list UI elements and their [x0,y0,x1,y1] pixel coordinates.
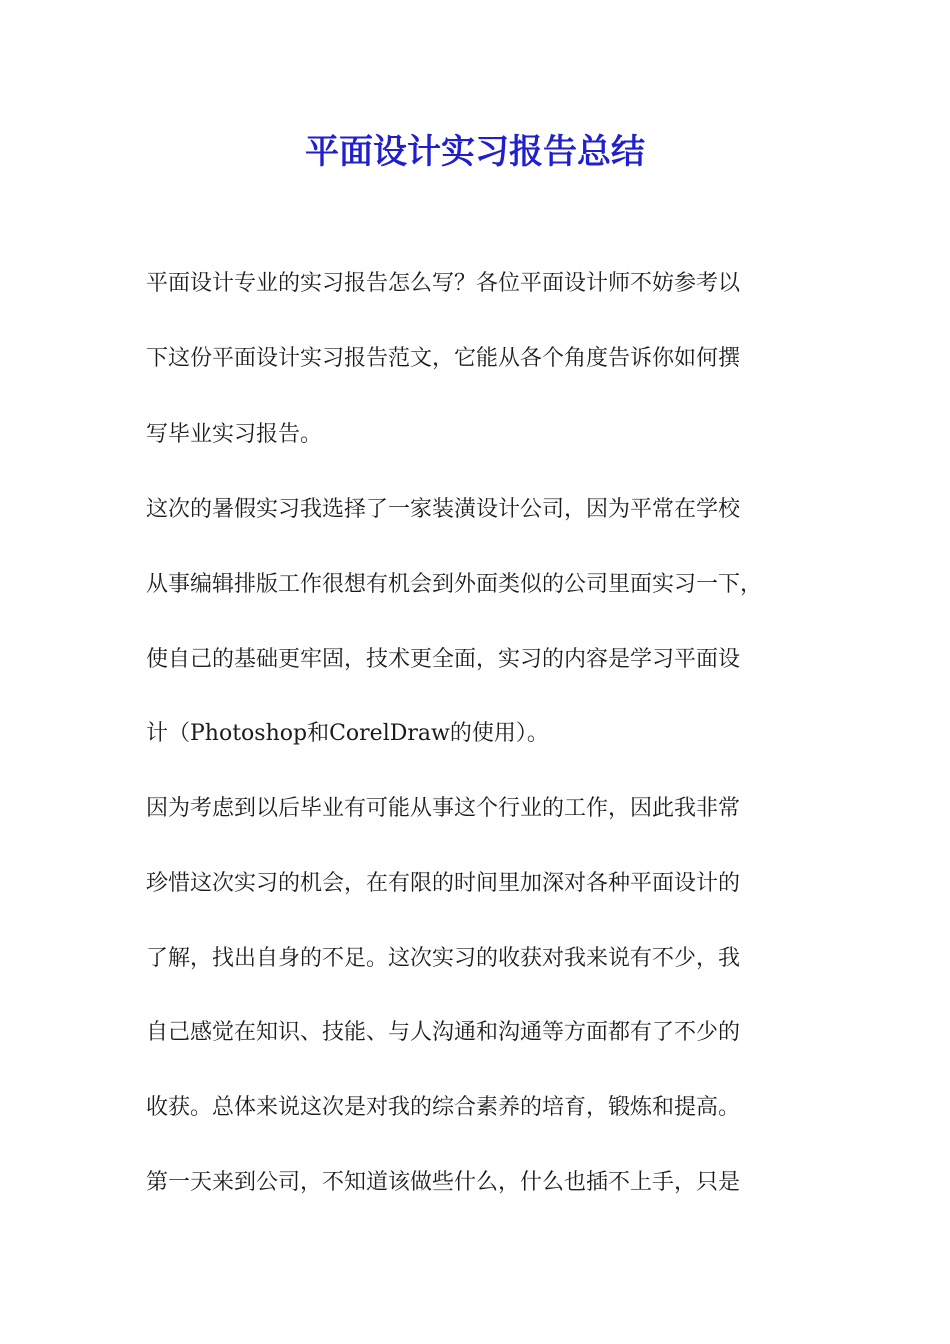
body-text-line: 这次的暑假实习我选择了一家装潢设计公司，因为平常在学校 [146,497,741,522]
body-text-line: 使自己的基础更牢固，技术更全面，实习的内容是学习平面设 [146,647,741,672]
body-text-line: 第一天来到公司，不知道该做些什么，什么也插不上手，只是 [146,1170,741,1195]
body-text-line: 平面设计专业的实习报告怎么写？各位平面设计师不妨参考以 [146,271,741,296]
body-text-line: 了解，找出自身的不足。这次实习的收获对我来说有不少，我 [146,946,741,971]
body-text-line: 收获。总体来说这次是对我的综合素养的培育，锻炼和提高。 [146,1095,741,1120]
body-text-line: 自己感觉在知识、技能、与人沟通和沟通等方面都有了不少的 [146,1020,741,1045]
body-text-line: 写毕业实习报告。 [146,422,323,447]
body-text-line: 珍惜这次实习的机会，在有限的时间里加深对各种平面设计的 [146,871,741,896]
body-text-line: 下这份平面设计实习报告范文，它能从各个角度告诉你如何撰 [146,346,741,371]
body-text-line: 计（Photoshop和CorelDraw的使用）。 [146,721,549,746]
body-text-line: 因为考虑到以后毕业有可能从事这个行业的工作，因此我非常 [146,796,741,821]
body-text-line: 从事编辑排版工作很想有机会到外面类似的公司里面实习一下， [146,572,763,597]
document-title: 平面设计实习报告总结 [305,132,645,172]
